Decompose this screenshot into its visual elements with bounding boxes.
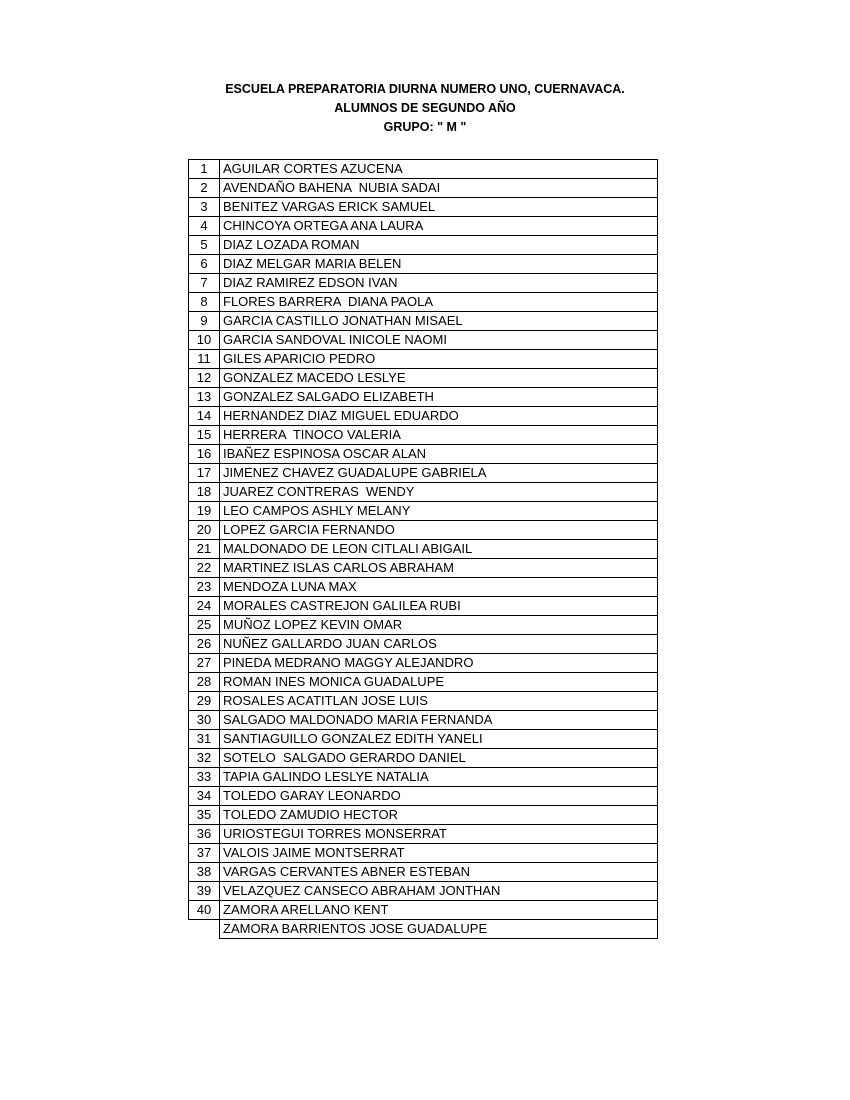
student-name: LOPEZ GARCIA FERNANDO bbox=[220, 521, 658, 540]
student-number: 26 bbox=[189, 635, 220, 654]
table-row bbox=[189, 331, 658, 350]
student-number: 16 bbox=[189, 445, 220, 464]
student-name: AVENDAÑO BAHENA NUBIA SADAI bbox=[220, 179, 658, 198]
student-name: JIMENEZ CHAVEZ GUADALUPE GABRIELA bbox=[220, 464, 658, 483]
table-row bbox=[189, 293, 658, 312]
student-number: 30 bbox=[189, 711, 220, 730]
table-row bbox=[189, 407, 658, 426]
student-number: 3 bbox=[189, 198, 220, 217]
student-name: HERNANDEZ DIAZ MIGUEL EDUARDO bbox=[220, 407, 658, 426]
table-row bbox=[189, 616, 658, 635]
student-number: 12 bbox=[189, 369, 220, 388]
student-name: ZAMORA BARRIENTOS JOSE GUADALUPE bbox=[220, 920, 658, 939]
table-row bbox=[189, 559, 658, 578]
student-name: MUÑOZ LOPEZ KEVIN OMAR bbox=[220, 616, 658, 635]
student-number: 40 bbox=[189, 901, 220, 920]
student-name: MARTINEZ ISLAS CARLOS ABRAHAM bbox=[220, 559, 658, 578]
student-name: VARGAS CERVANTES ABNER ESTEBAN bbox=[220, 863, 658, 882]
student-number: 27 bbox=[189, 654, 220, 673]
table-row bbox=[189, 540, 658, 559]
student-name: URIOSTEGUI TORRES MONSERRAT bbox=[220, 825, 658, 844]
table-row bbox=[189, 882, 658, 901]
student-name: GARCIA SANDOVAL INICOLE NAOMI bbox=[220, 331, 658, 350]
table-row bbox=[189, 920, 658, 939]
student-number: 38 bbox=[189, 863, 220, 882]
student-number: 11 bbox=[189, 350, 220, 369]
table-row bbox=[189, 445, 658, 464]
student-number: 1 bbox=[189, 160, 220, 179]
table-row bbox=[189, 179, 658, 198]
student-name: MORALES CASTREJON GALILEA RUBI bbox=[220, 597, 658, 616]
table-row bbox=[189, 350, 658, 369]
student-name: IBAÑEZ ESPINOSA OSCAR ALAN bbox=[220, 445, 658, 464]
student-name: HERRERA TINOCO VALERIA bbox=[220, 426, 658, 445]
table-row bbox=[189, 673, 658, 692]
student-name: ROMAN INES MONICA GUADALUPE bbox=[220, 673, 658, 692]
student-number: 14 bbox=[189, 407, 220, 426]
table-row bbox=[189, 369, 658, 388]
student-name: TAPIA GALINDO LESLYE NATALIA bbox=[220, 768, 658, 787]
student-number: 8 bbox=[189, 293, 220, 312]
table-row bbox=[189, 388, 658, 407]
table-row bbox=[189, 768, 658, 787]
student-name: MENDOZA LUNA MAX bbox=[220, 578, 658, 597]
student-name: GONZALEZ MACEDO LESLYE bbox=[220, 369, 658, 388]
student-name: GILES APARICIO PEDRO bbox=[220, 350, 658, 369]
student-roster-table bbox=[188, 159, 658, 939]
table-row bbox=[189, 217, 658, 236]
student-number: 36 bbox=[189, 825, 220, 844]
student-number bbox=[189, 920, 220, 939]
table-row bbox=[189, 844, 658, 863]
student-name: SALGADO MALDONADO MARIA FERNANDA bbox=[220, 711, 658, 730]
school-name: ESCUELA PREPARATORIA DIURNA NUMERO UNO, CUERNAVACA. bbox=[225, 82, 625, 96]
year-title: ALUMNOS DE SEGUNDO AÑO bbox=[334, 101, 516, 115]
student-number: 39 bbox=[189, 882, 220, 901]
student-name: MALDONADO DE LEON CITLALI ABIGAIL bbox=[220, 540, 658, 559]
student-name: VELAZQUEZ CANSECO ABRAHAM JONTHAN bbox=[220, 882, 658, 901]
group-title: GRUPO: " M " bbox=[383, 120, 467, 134]
table-row bbox=[189, 502, 658, 521]
student-number: 18 bbox=[189, 483, 220, 502]
student-number: 4 bbox=[189, 217, 220, 236]
student-number: 37 bbox=[189, 844, 220, 863]
table-row bbox=[189, 863, 658, 882]
student-name: SANTIAGUILLO GONZALEZ EDITH YANELI bbox=[220, 730, 658, 749]
student-name: NUÑEZ GALLARDO JUAN CARLOS bbox=[220, 635, 658, 654]
student-number: 19 bbox=[189, 502, 220, 521]
student-name: TOLEDO ZAMUDIO HECTOR bbox=[220, 806, 658, 825]
student-name: SOTELO SALGADO GERARDO DANIEL bbox=[220, 749, 658, 768]
student-number: 31 bbox=[189, 730, 220, 749]
student-name: TOLEDO GARAY LEONARDO bbox=[220, 787, 658, 806]
student-name: VALOIS JAIME MONTSERRAT bbox=[220, 844, 658, 863]
table-row bbox=[189, 806, 658, 825]
table-row bbox=[189, 521, 658, 540]
table-row bbox=[189, 749, 658, 768]
table-row bbox=[189, 635, 658, 654]
student-name: GONZALEZ SALGADO ELIZABETH bbox=[220, 388, 658, 407]
table-row bbox=[189, 274, 658, 293]
student-number: 32 bbox=[189, 749, 220, 768]
student-number: 23 bbox=[189, 578, 220, 597]
student-number: 5 bbox=[189, 236, 220, 255]
table-row bbox=[189, 236, 658, 255]
table-row bbox=[189, 578, 658, 597]
student-name: PINEDA MEDRANO MAGGY ALEJANDRO bbox=[220, 654, 658, 673]
student-number: 34 bbox=[189, 787, 220, 806]
student-number: 9 bbox=[189, 312, 220, 331]
student-name: ROSALES ACATITLAN JOSE LUIS bbox=[220, 692, 658, 711]
student-number: 22 bbox=[189, 559, 220, 578]
table-row bbox=[189, 711, 658, 730]
student-number: 17 bbox=[189, 464, 220, 483]
student-number: 33 bbox=[189, 768, 220, 787]
student-number: 21 bbox=[189, 540, 220, 559]
table-row bbox=[189, 160, 658, 179]
student-number: 15 bbox=[189, 426, 220, 445]
table-row bbox=[189, 692, 658, 711]
student-number: 25 bbox=[189, 616, 220, 635]
student-name: LEO CAMPOS ASHLY MELANY bbox=[220, 502, 658, 521]
table-row bbox=[189, 730, 658, 749]
student-number: 28 bbox=[189, 673, 220, 692]
student-name: JUAREZ CONTRERAS WENDY bbox=[220, 483, 658, 502]
student-name: AGUILAR CORTES AZUCENA bbox=[220, 160, 658, 179]
table-row bbox=[189, 464, 658, 483]
document-header bbox=[0, 80, 850, 137]
student-number: 2 bbox=[189, 179, 220, 198]
student-name: DIAZ LOZADA ROMAN bbox=[220, 236, 658, 255]
student-number: 7 bbox=[189, 274, 220, 293]
table-row bbox=[189, 597, 658, 616]
table-row bbox=[189, 198, 658, 217]
student-number: 10 bbox=[189, 331, 220, 350]
student-name: CHINCOYA ORTEGA ANA LAURA bbox=[220, 217, 658, 236]
table-row bbox=[189, 426, 658, 445]
table-row bbox=[189, 312, 658, 331]
table-row bbox=[189, 483, 658, 502]
student-number: 13 bbox=[189, 388, 220, 407]
table-row bbox=[189, 787, 658, 806]
student-name: DIAZ RAMIREZ EDSON IVAN bbox=[220, 274, 658, 293]
student-number: 35 bbox=[189, 806, 220, 825]
table-row bbox=[189, 825, 658, 844]
student-number: 6 bbox=[189, 255, 220, 274]
student-name: ZAMORA ARELLANO KENT bbox=[220, 901, 658, 920]
student-number: 20 bbox=[189, 521, 220, 540]
table-row bbox=[189, 255, 658, 274]
student-name: GARCIA CASTILLO JONATHAN MISAEL bbox=[220, 312, 658, 331]
student-number: 24 bbox=[189, 597, 220, 616]
student-name: DIAZ MELGAR MARIA BELEN bbox=[220, 255, 658, 274]
roster-body bbox=[189, 160, 658, 939]
student-name: FLORES BARRERA DIANA PAOLA bbox=[220, 293, 658, 312]
student-number: 29 bbox=[189, 692, 220, 711]
table-row bbox=[189, 654, 658, 673]
student-name: BENITEZ VARGAS ERICK SAMUEL bbox=[220, 198, 658, 217]
table-row bbox=[189, 901, 658, 920]
